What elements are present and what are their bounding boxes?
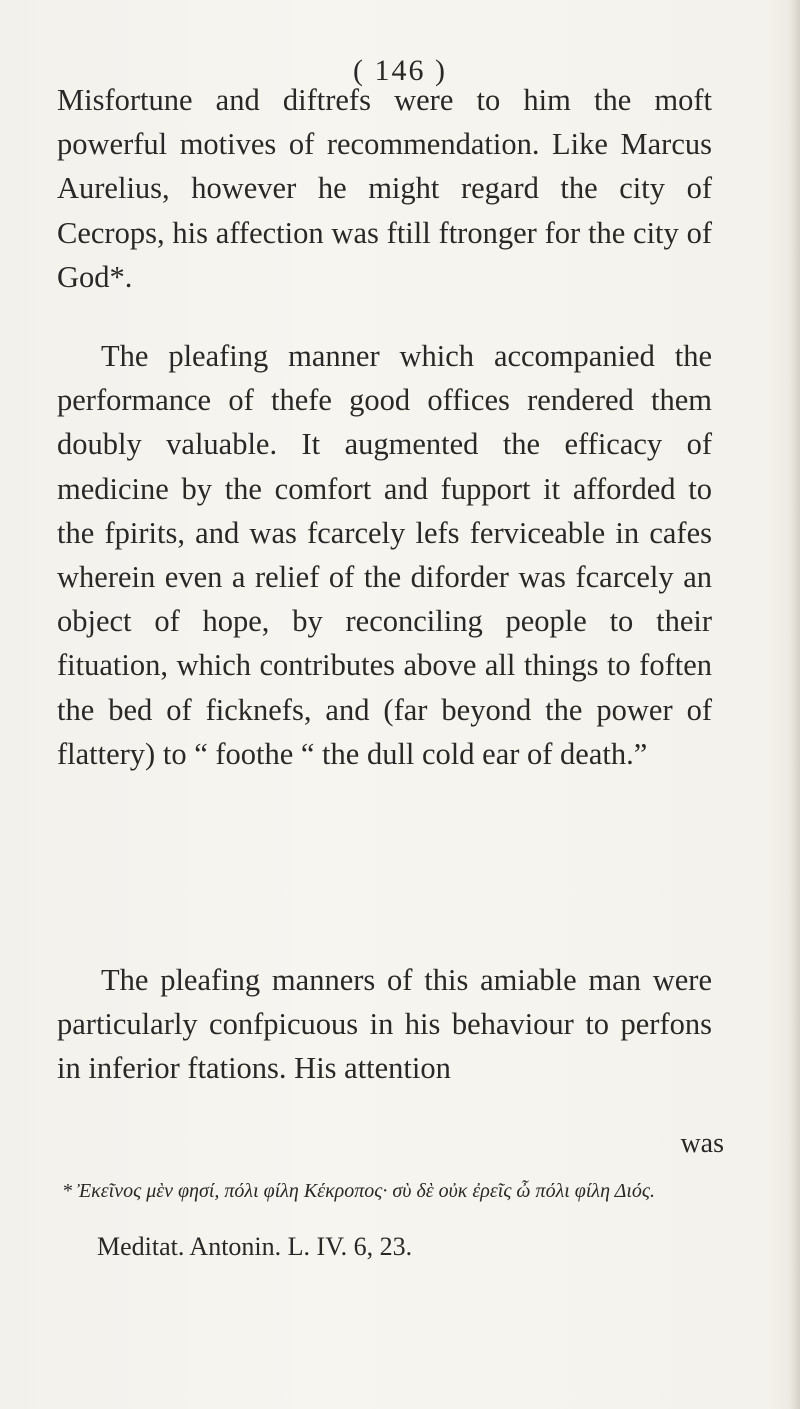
paragraph-2 bbox=[57, 334, 712, 776]
paragraph-3 bbox=[57, 958, 712, 1091]
footnote-source: Meditat. Antonin. L. IV. 6, 23. bbox=[97, 1232, 413, 1261]
page-edge-shadow bbox=[790, 0, 800, 1409]
catchword: was bbox=[680, 1128, 724, 1159]
paragraph-1 bbox=[57, 78, 712, 299]
paragraph-text: The pleafing manner which accompanied the performance of thefe good offices rendered them doubly valuable. It augmented the efficacy of medicine by the comfort and fupport it afforded to the fpirits, and was fcarcely lefs ferviceable in cafes wherein even a relief of the diforder was fcarcely an object of hope, by reconciling people to their fituation, which contributes above all things to foften the bed of ficknefs, and (far beyond the power of flattery) to “ foothe “ the dull cold ear of death.” bbox=[57, 339, 712, 771]
page-number: ( 146 ) bbox=[353, 54, 447, 87]
paragraph-text: The pleafing manners of this amiable man were particularly confpicuous in his behaviour to perfons in inferior ftations. His attention bbox=[57, 963, 712, 1086]
paragraph-text: Misfortune and diftrefs were to him the moft powerful motives of recommendation. Like Marcus Aurelius, however he might regard the city of Cecrops, his affection was ftill ftronger for the city of God*. bbox=[57, 83, 712, 294]
footnote-greek: * Ἐκεῖνος μὲν φησί, πόλι φίλη Κέκροπος· σὺ δὲ οὐκ ἐρεῖς ὦ πόλι φίλη Διός. bbox=[62, 1180, 656, 1202]
